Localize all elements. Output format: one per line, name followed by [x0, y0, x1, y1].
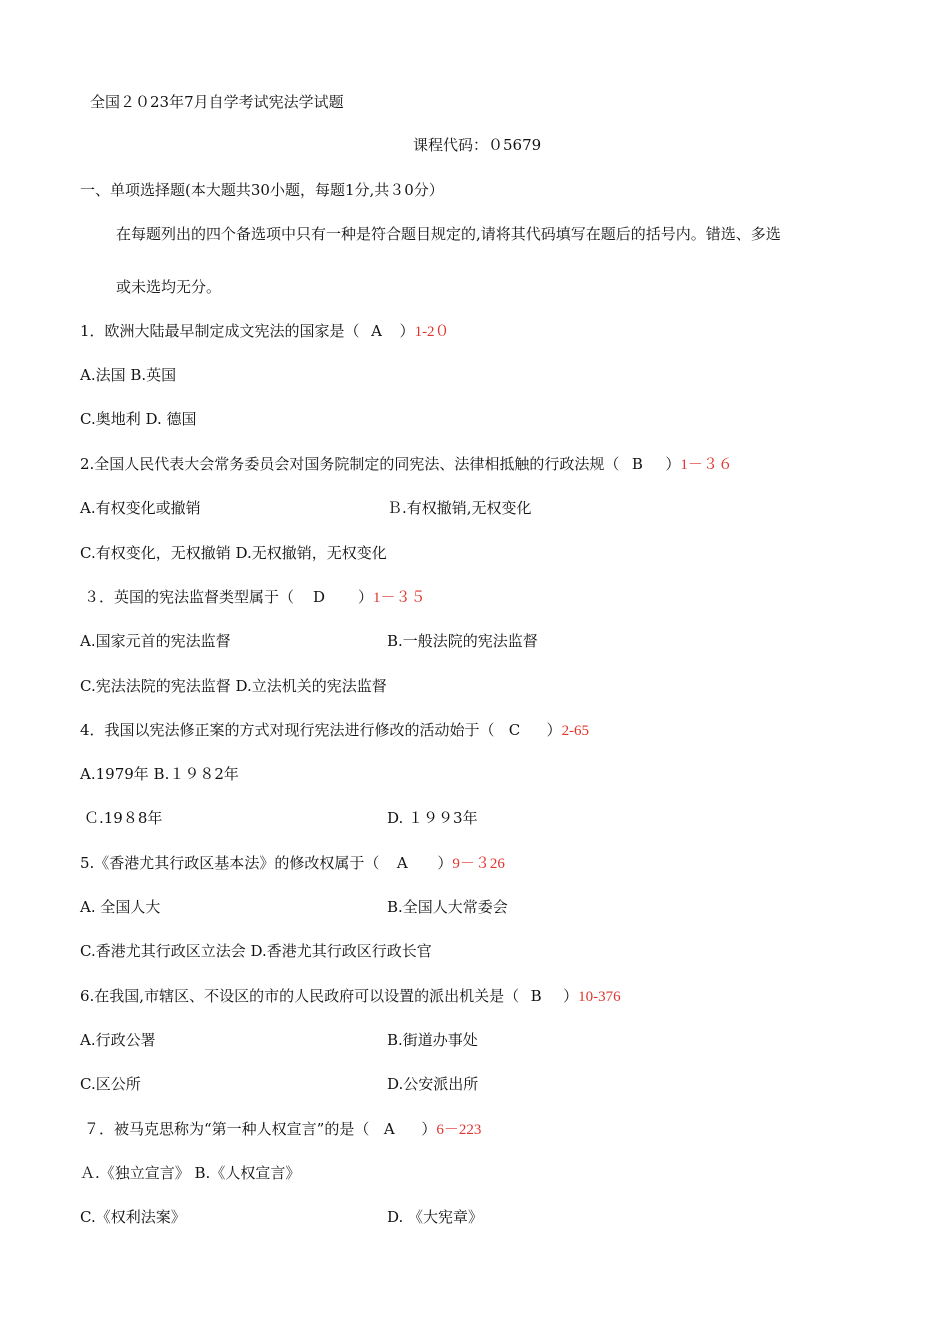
- question-1-options-row-2: C.奥地利 D. 德国: [80, 410, 197, 428]
- bracket-close: ）: [563, 987, 579, 1005]
- question-5-stem: [80, 853, 505, 874]
- bracket-close: ）: [437, 854, 453, 872]
- question-5-options-row-2: C.香港尤其行政区立法会 D.香港尤其行政区行政长官: [80, 942, 432, 960]
- bracket-close: ）: [665, 455, 681, 473]
- question-stem-text: ７．被马克思称为“第一种人权宣言”的是（: [84, 1120, 370, 1138]
- question-3-options-row-2: C.宪法法院的宪法监督 D.立法机关的宪法监督: [80, 677, 387, 695]
- answer-letter: A: [396, 854, 408, 872]
- bracket-close: ）: [358, 588, 374, 606]
- reference-note: 10-376: [578, 989, 621, 1005]
- option-a: A.行政公署: [80, 1031, 156, 1049]
- option-b: B.街道办事处: [387, 1031, 478, 1049]
- reference-note: 6－223: [436, 1122, 482, 1138]
- answer-letter: B: [631, 455, 643, 473]
- bracket-close: ）: [546, 721, 562, 739]
- question-6-stem: [80, 986, 621, 1007]
- question-2-options-row-2: C.有权变化，无权撤销 D.无权撤销，无权变化: [80, 544, 387, 562]
- option-d: D. 《大宪章》: [387, 1208, 484, 1226]
- bracket-close: ）: [399, 322, 415, 340]
- option-c: Ｃ.19８8年: [84, 809, 163, 827]
- question-3-stem: [84, 587, 426, 608]
- question-7-stem: [84, 1119, 481, 1140]
- question-7-options-row-1: Ａ.《独立宣言》 B.《人权宣言》: [80, 1164, 301, 1182]
- reference-note: 2-65: [561, 723, 590, 739]
- instruction-line-2: 或未选均无分。: [116, 278, 222, 296]
- exam-title: 全国２０23年7月自学考试宪法学试题: [90, 93, 344, 111]
- question-4-stem: [80, 720, 589, 741]
- question-stem-text: 6.在我国,市辖区、不设区的市的人民政府可以设置的派出机关是（: [80, 987, 520, 1005]
- reference-note: 1－３５: [373, 590, 426, 606]
- option-b: Ｂ.有权撤销,无权变化: [387, 499, 532, 517]
- question-stem-text: 1．欧洲大陆最早制定成文宪法的国家是（: [80, 322, 360, 340]
- option-b: B.一般法院的宪法监督: [387, 632, 538, 650]
- answer-letter: B: [530, 987, 542, 1005]
- option-d: D. １９９3年: [387, 809, 478, 827]
- instruction-line-1: 在每题列出的四个备选项中只有一种是符合题目规定的,请将其代码填写在题后的括号内。错选、多选: [116, 225, 781, 243]
- course-code: 课程代码：０5679: [413, 136, 542, 154]
- option-a: A. 全国人大: [80, 898, 161, 916]
- option-a: A.有权变化或撤销: [80, 499, 201, 517]
- option-c: C.区公所: [80, 1075, 141, 1093]
- reference-note: 9－３26: [452, 856, 505, 872]
- question-stem-text: 2.全国人民代表大会常务委员会对国务院制定的同宪法、法律相抵触的行政法规（: [80, 455, 620, 473]
- answer-letter: C: [508, 721, 521, 739]
- question-stem-text: 4．我国以宪法修正案的方式对现行宪法进行修改的活动始于（: [80, 721, 495, 739]
- question-stem-text: ３．英国的宪法监督类型属于（: [84, 588, 295, 606]
- question-1-options-row-1: A.法国 B.英国: [80, 366, 177, 384]
- answer-letter: A: [371, 322, 382, 340]
- question-2-options-row-1: [80, 498, 201, 518]
- question-stem-text: 5.《香港尤其行政区基本法》的修改权属于（: [80, 854, 380, 872]
- reference-note: 1-2０: [414, 324, 450, 340]
- answer-letter: D: [313, 588, 326, 606]
- question-1-stem: [80, 321, 450, 342]
- section-heading: 一、单项选择题(本大题共30小题，每题1分,共３0分）: [80, 181, 444, 199]
- option-a: A.国家元首的宪法监督: [80, 632, 231, 650]
- option-c: C.《权利法案》: [80, 1208, 186, 1226]
- reference-note: 1－３６: [680, 457, 733, 473]
- option-b: B.全国人大常委会: [387, 898, 508, 916]
- question-4-options-row-1: A.1979年 B.１９８2年: [80, 765, 239, 783]
- option-d: D.公安派出所: [387, 1075, 479, 1093]
- bracket-close: ）: [421, 1120, 437, 1138]
- question-2-stem: [80, 454, 733, 475]
- answer-letter: A: [383, 1120, 395, 1138]
